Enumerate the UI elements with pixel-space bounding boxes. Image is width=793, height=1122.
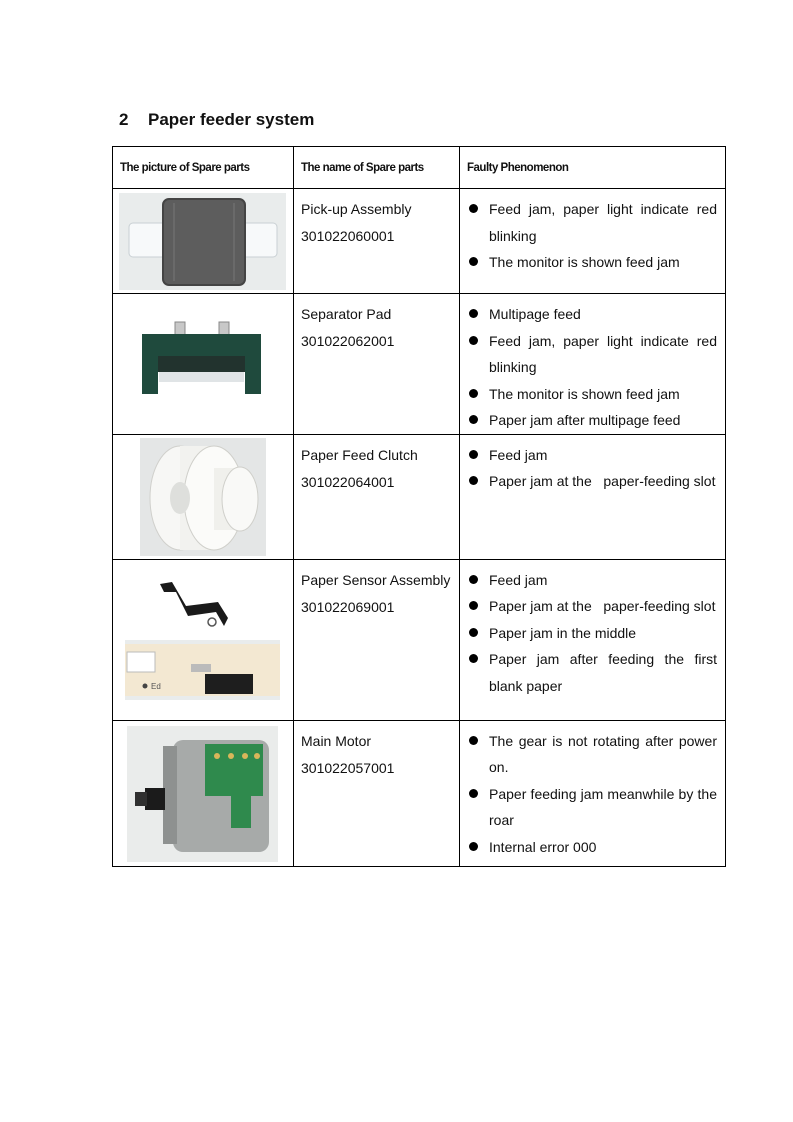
- fault-list: [469, 196, 717, 276]
- name-cell: [294, 559, 460, 720]
- list-item: Paper jam in the middle: [469, 620, 717, 647]
- table-row: [113, 720, 726, 866]
- list-item: Feed jam: [469, 442, 717, 469]
- list-item: Paper jam after feeding the first blank paper: [469, 646, 717, 699]
- pickup-assembly-photo: [119, 193, 286, 290]
- part-name: Separator Pad: [301, 306, 392, 322]
- table-row: [113, 559, 726, 720]
- sensor-board-photo: [125, 640, 280, 700]
- list-item: Paper feeding jam meanwhile by the roar: [469, 781, 717, 834]
- faults-cell: [460, 189, 726, 294]
- table-row: [113, 434, 726, 559]
- spare-parts-table: [112, 146, 726, 867]
- list-item: Paper jam at the paper-feeding slot: [469, 593, 717, 620]
- list-item: Feed jam, paper light indicate red blinking: [469, 196, 717, 249]
- list-item: Internal error 000: [469, 834, 717, 861]
- part-number: 301022069001: [301, 598, 395, 615]
- table-row: [113, 189, 726, 294]
- list-item: The monitor is shown feed jam: [469, 249, 717, 276]
- faults-cell: [460, 559, 726, 720]
- part-number: 301022062001: [301, 333, 395, 349]
- list-item: The gear is not rotating after power on.: [469, 728, 717, 781]
- part-number: 301022057001: [301, 759, 395, 776]
- name-cell: [294, 720, 460, 866]
- fault-list: [469, 442, 717, 495]
- list-item: Multipage feed: [469, 301, 717, 328]
- list-item: The monitor is shown feed jam: [469, 381, 717, 408]
- picture-cell: [113, 294, 294, 435]
- picture-cell: [113, 720, 294, 866]
- part-name: Pick-up Assembly: [301, 201, 412, 217]
- section-heading: [119, 110, 314, 130]
- header-row: [113, 147, 726, 189]
- header-picture: The picture of Spare parts: [113, 147, 294, 189]
- sensor-lever-photo: [156, 578, 249, 638]
- faults-cell: [460, 294, 726, 435]
- table-row: [113, 294, 726, 435]
- faults-cell: [460, 720, 726, 866]
- fault-list: [469, 301, 717, 434]
- part-name: Paper Feed Clutch: [301, 446, 418, 463]
- svg-text:Ed: Ed: [151, 681, 161, 691]
- picture-cell: [113, 189, 294, 294]
- list-item: Feed jam: [469, 567, 717, 594]
- section-title: Paper feeder system: [148, 110, 315, 129]
- section-number: 2: [119, 110, 129, 129]
- part-number: 301022060001: [301, 228, 395, 244]
- list-item: Paper jam after multipage feed: [469, 407, 717, 434]
- list-item: Feed jam, paper light indicate red blinking: [469, 328, 717, 381]
- part-number: 301022064001: [301, 473, 395, 490]
- name-cell: [294, 434, 460, 559]
- name-cell: [294, 189, 460, 294]
- separator-pad-photo: [139, 320, 264, 400]
- part-name: Paper Sensor Assembly: [301, 571, 451, 588]
- picture-cell: [113, 559, 294, 720]
- fault-list: [469, 567, 717, 700]
- faults-cell: [460, 434, 726, 559]
- header-faults: Faulty Phenomenon: [460, 147, 726, 189]
- main-motor-photo: [127, 726, 278, 862]
- name-cell: [294, 294, 460, 435]
- part-name: Main Motor: [301, 732, 372, 749]
- list-item: Paper jam at the paper-feeding slot: [469, 468, 717, 495]
- header-name: The name of Spare parts: [294, 147, 460, 189]
- picture-cell: [113, 434, 294, 559]
- paper-feed-clutch-photo: [140, 438, 266, 556]
- fault-list: [469, 728, 717, 861]
